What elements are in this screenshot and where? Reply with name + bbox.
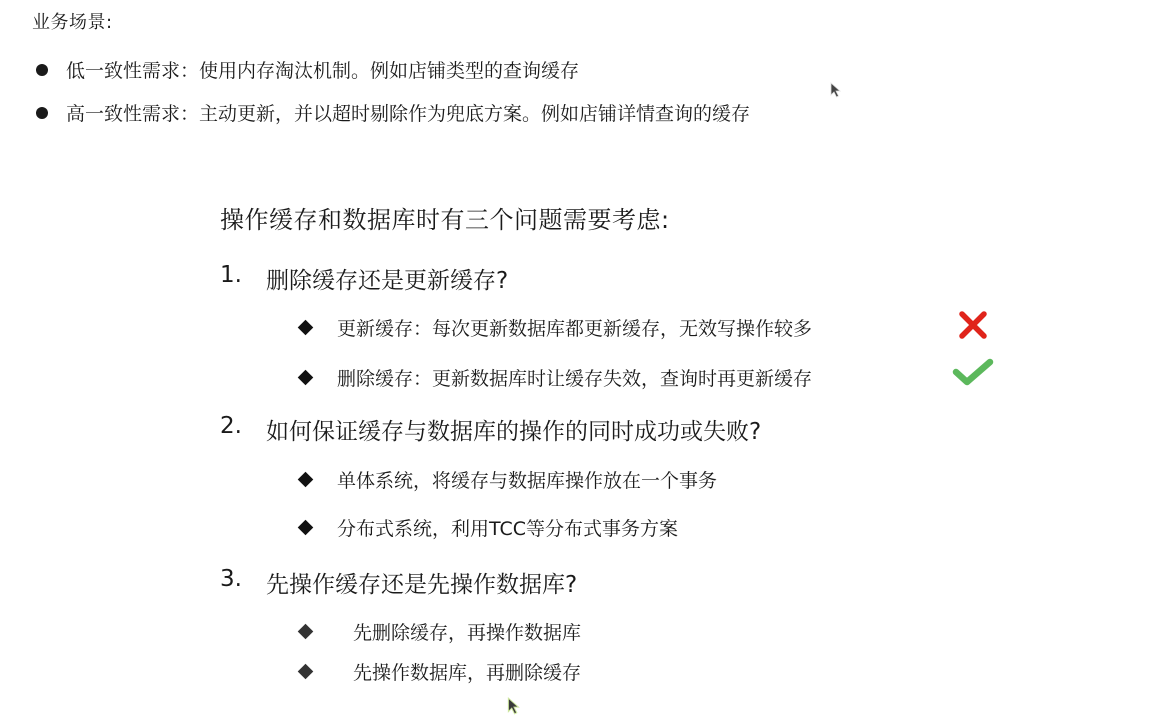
option-text: 先删除缓存，再操作数据库 [353,622,582,644]
check-icon [952,358,994,388]
diamond-bullet-icon [298,520,314,536]
question-number: 3. [220,566,242,592]
diamond-bullet-icon [298,624,314,640]
diamond-bullet-icon [298,320,314,336]
option-text: 更新缓存：每次更新数据库都更新缓存，无效写操作较多 [337,318,813,340]
question-1-option-update [300,314,812,341]
question-text: 如何保证缓存与数据库的操作的同时成功或失败? [266,419,762,445]
question-text: 先操作缓存还是先操作数据库? [266,572,578,598]
main-heading: 操作缓存和数据库时有三个问题需要考虑: [220,206,670,234]
option-text: 先操作数据库，再删除缓存 [353,662,582,684]
question-3 [220,566,577,599]
question-2-option-monolith [300,466,717,493]
cross-icon [958,311,988,339]
option-text: 删除缓存：更新数据库时让缓存失效，查询时再更新缓存 [337,368,813,390]
scenario-item-low-consistency [36,56,579,83]
question-number: 1. [220,262,242,288]
diamond-bullet-icon [298,370,314,386]
option-text: 分布式系统，利用TCC等分布式事务方案 [337,518,679,540]
bullet-dot-icon [36,107,48,119]
mouse-cursor-icon [830,82,842,98]
bullet-dot-icon [36,64,48,76]
scenario-item-text: 高一致性需求：主动更新，并以超时剔除作为兜底方案。例如店铺详情查询的缓存 [66,103,751,125]
question-3-option-cache-first [300,618,581,645]
question-3-option-db-first [300,658,581,685]
scenario-title: 业务场景: [32,12,113,33]
question-number: 2. [220,413,242,439]
question-text: 删除缓存还是更新缓存? [266,268,509,294]
scenario-item-text: 低一致性需求：使用内存淘汰机制。例如店铺类型的查询缓存 [66,60,580,82]
option-text: 单体系统，将缓存与数据库操作放在一个事务 [337,470,718,492]
question-2 [220,413,761,446]
scenario-item-high-consistency [36,99,750,126]
question-1 [220,262,508,295]
mouse-cursor-icon [507,697,521,715]
question-2-option-distributed [300,514,678,541]
diamond-bullet-icon [298,472,314,488]
question-1-option-delete [300,364,812,391]
diamond-bullet-icon [298,664,314,680]
